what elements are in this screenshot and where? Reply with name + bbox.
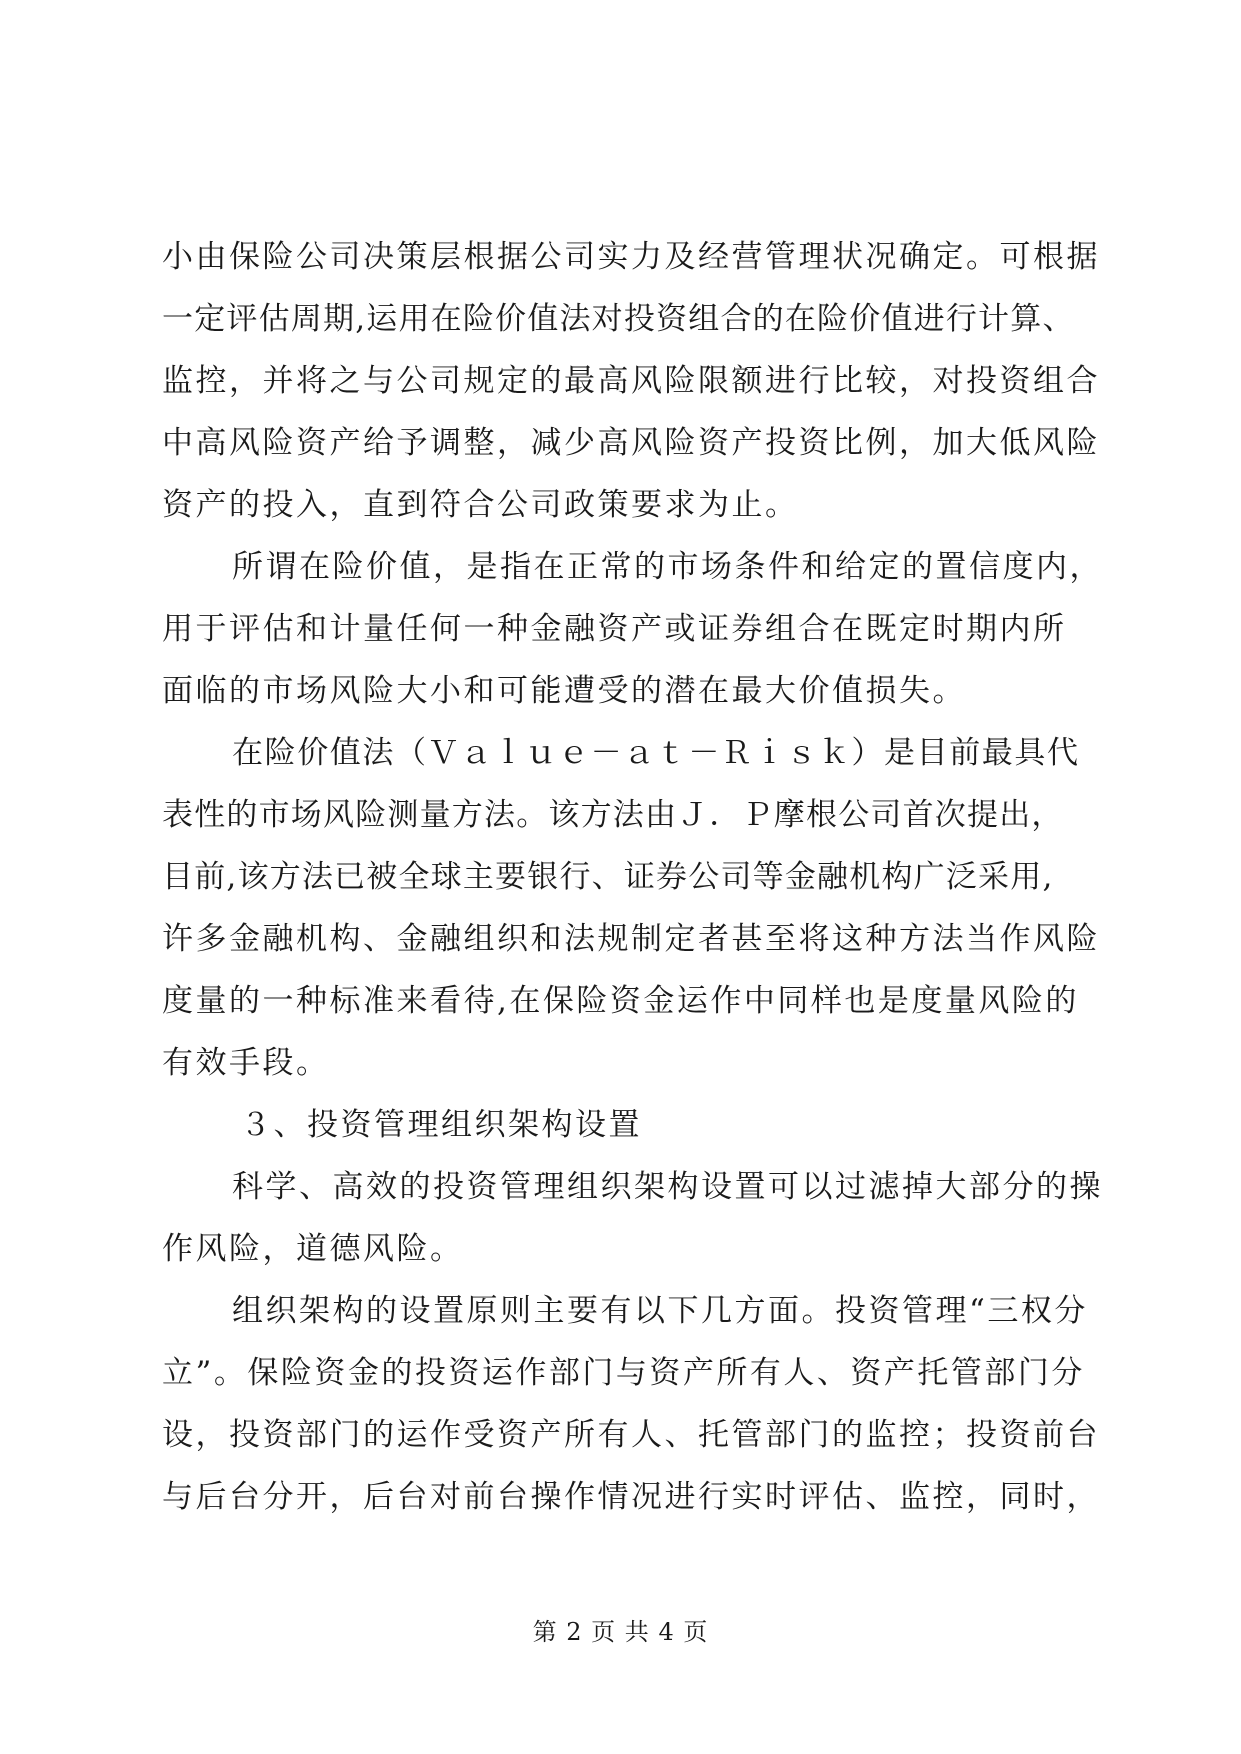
text-line: 立”。保险资金的投资运作部门与资产所有人、资产托管部门分 xyxy=(162,1355,1085,1391)
text-line: 目前,该方法已被全球主要银行、证券公司等金融机构广泛采用, xyxy=(162,859,1054,895)
page-number-footer: 第 2 页 共 4 页 xyxy=(532,1618,709,1646)
text-line: 一定评估周期,运用在险价值法对投资组合的在险价值进行计算、 xyxy=(162,301,1075,337)
paragraph-first-line: 组织架构的设置原则主要有以下几方面。投资管理“三权分 xyxy=(232,1293,1088,1329)
text-line: 许多金融机构、金融组织和法规制定者甚至将这种方法当作风险 xyxy=(162,921,1100,957)
document-body xyxy=(162,226,1122,1528)
text-line: 度量的一种标准来看待,在保险资金运作中同样也是度量风险的 xyxy=(162,983,1079,1019)
text-line: 中高风险资产给予调整，减少高风险资产投资比例，加大低风险 xyxy=(162,425,1100,461)
text-line: 设，投资部门的运作受资产所有人、托管部门的监控；投资前台 xyxy=(162,1417,1100,1453)
text-line: 监控，并将之与公司规定的最高风险限额进行比较，对投资组合 xyxy=(162,363,1100,399)
text-line: 与后台分开，后台对前台操作情况进行实时评估、监控，同时， xyxy=(162,1479,1100,1515)
paragraph-first-line: 科学、高效的投资管理组织架构设置可以过滤掉大部分的操 xyxy=(232,1169,1103,1205)
paragraph-first-line: 在险价值法（Ｖａｌｕｅ－ａｔ－Ｒｉｓｋ）是目前最具代 xyxy=(232,735,1080,771)
text-line: 表性的市场风险测量方法。该方法由Ｊ．Ｐ摩根公司首次提出， xyxy=(162,797,1064,833)
text-line: 资产的投入，直到符合公司政策要求为止。 xyxy=(162,487,799,523)
text-line: 用于评估和计量任何一种金融资产或证券组合在既定时期内所 xyxy=(162,611,1067,647)
text-line: 小由保险公司决策层根据公司实力及经营管理状况确定。可根据 xyxy=(162,239,1100,275)
paragraph-first-line: 所谓在险价值，是指在正常的市场条件和给定的置信度内， xyxy=(232,549,1103,585)
section-heading: ３、投资管理组织架构设置 xyxy=(240,1107,642,1143)
text-line: 面临的市场风险大小和可能遭受的潜在最大价值损失。 xyxy=(162,673,966,709)
text-line: 作风险，道德风险。 xyxy=(162,1231,464,1267)
text-line: 有效手段。 xyxy=(162,1045,330,1081)
